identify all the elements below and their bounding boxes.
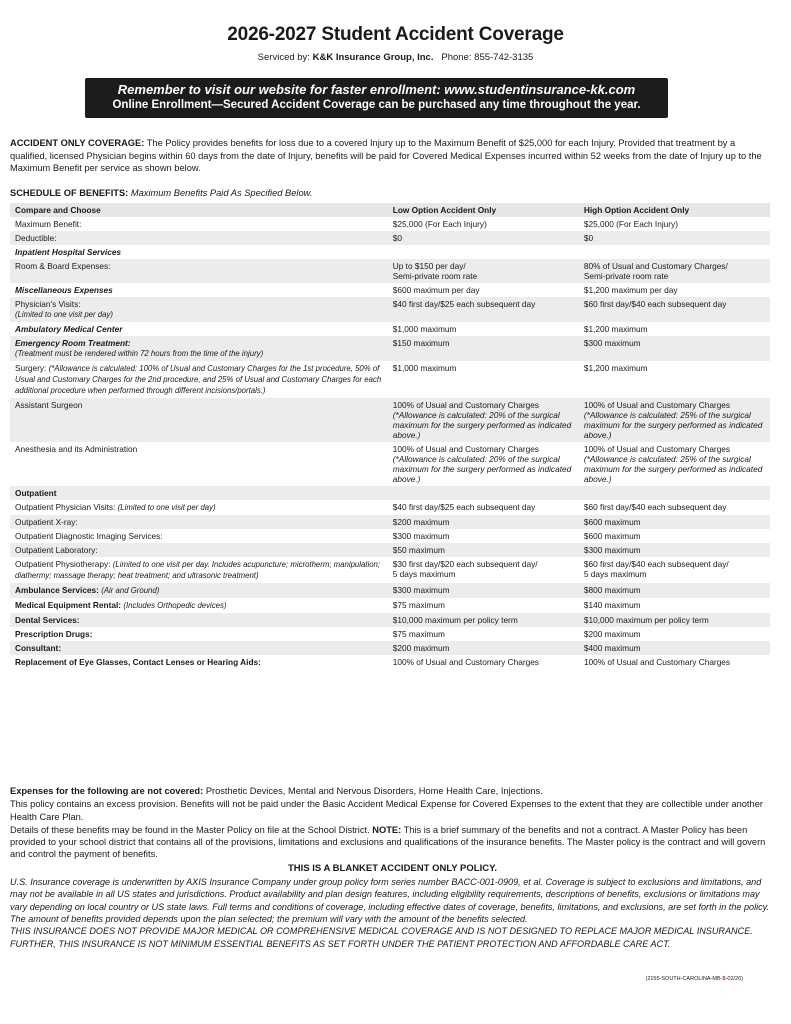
- high-option-cell: [579, 655, 770, 669]
- low-option-value: $200 maximum: [392, 643, 450, 653]
- low-option-value: $0: [392, 233, 402, 243]
- table-row: [10, 259, 770, 283]
- high-option-note: (*Allowance is calculated: 25% of the surgical maximum for the surgery performed as indicated above.): [583, 454, 763, 484]
- benefit-label: Outpatient: [15, 488, 57, 498]
- benefit-cell: [10, 259, 388, 283]
- benefit-note: (*Allowance is calculated: 100% of Usual and Customary Charges for the 1st procedure, 50% of Usual and Customary Charges for the 2nd procedure, and 25% of Usual and Customary Charges for each additional procedure when performed through different incisions/portals.): [15, 364, 382, 395]
- master-policy-text-a: Details of these benefits may be found in the Master Policy on file at the School District.: [10, 824, 370, 835]
- high-option-cell: [579, 398, 770, 442]
- benefit-label: Outpatient Physiotherapy:: [15, 559, 111, 569]
- low-option-cell: [388, 217, 579, 231]
- high-option-value: $600 maximum: [583, 531, 641, 541]
- high-option-value: 100% of Usual and Customary Charges: [583, 444, 731, 454]
- phone-number: Phone: 855-742-3135: [441, 52, 534, 63]
- low-option-value: 100% of Usual and Customary Charges: [392, 400, 539, 410]
- high-option-cell: [579, 557, 770, 583]
- low-option-value: Up to $150 per day/ Semi-private room rate: [392, 261, 478, 281]
- schedule-label: SCHEDULE OF BENEFITS:: [10, 188, 129, 198]
- benefit-cell: [10, 361, 388, 398]
- not-covered-text: Prosthetic Devices, Mental and Nervous Disorders, Home Health Care, Injections.: [205, 786, 543, 796]
- low-option-cell: [388, 529, 579, 543]
- benefit-label: Emergency Room Treatment:: [15, 338, 131, 348]
- high-option-cell: [579, 515, 770, 529]
- benefit-cell: [10, 245, 388, 259]
- high-option-value: 100% of Usual and Customary Charges: [583, 400, 731, 410]
- benefit-amount-disclaimer: The amount of benefits provided depends upon the plan selected; the premium will vary with the amount of the benefits selected.: [10, 913, 528, 924]
- benefit-cell: [10, 515, 388, 529]
- high-option-cell: [579, 641, 770, 655]
- coverage-intro-text: The Policy provides benefits for loss due to a covered Injury up to the Maximum Benefit of $25,000 for each Injury. Provided that treatment by a qualified, licensed Physician begins within 60 days from the date of Injury, benefits will be paid for Covered Medical Expenses incurred within 52 weeks from the date of Injury up to the Maximum Benefit per service as shown below.: [10, 138, 762, 173]
- coverage-intro-label: ACCIDENT ONLY COVERAGE:: [10, 138, 145, 148]
- benefits-table-body: [10, 203, 770, 669]
- low-option-cell: [388, 486, 579, 500]
- high-option-value: $1,200 maximum: [583, 324, 648, 334]
- table-row: [10, 283, 770, 297]
- benefit-cell: [10, 297, 388, 322]
- column-header-high-option: High Option Accident Only: [579, 203, 770, 217]
- low-option-cell: [388, 613, 579, 627]
- form-code-prefix: (2155-SOUTH-CAROLINA-MB-: [645, 976, 723, 982]
- high-option-cell: [579, 336, 770, 361]
- not-covered-paragraph: [10, 785, 775, 797]
- serviced-by-prefix: Serviced by:: [257, 52, 310, 63]
- benefit-label: Dental Services:: [15, 615, 80, 625]
- benefit-cell: [10, 231, 388, 245]
- low-option-cell: [388, 297, 579, 322]
- benefit-label: Outpatient X-ray:: [15, 517, 78, 527]
- high-option-value: $140 maximum: [583, 600, 641, 610]
- high-option-value: $1,200 maximum per day: [583, 285, 678, 295]
- table-row: [10, 361, 770, 398]
- benefit-cell: [10, 500, 388, 515]
- table-row: [10, 500, 770, 515]
- low-option-cell: [388, 398, 579, 442]
- high-option-cell: [579, 442, 770, 486]
- benefit-label: Deductible:: [15, 233, 57, 243]
- benefit-cell: [10, 627, 388, 641]
- not-covered-label: Expenses for the following are not covered:: [10, 786, 204, 796]
- high-option-cell: [579, 231, 770, 245]
- table-row: [10, 598, 770, 613]
- high-option-value: 80% of Usual and Customary Charges/ Semi-private room rate: [583, 261, 728, 281]
- benefit-label: Surgery:: [15, 363, 47, 373]
- benefit-label: Ambulance Services:: [15, 585, 99, 595]
- serviced-by-line: [0, 52, 791, 63]
- benefit-cell: [10, 283, 388, 297]
- benefit-label: Ambulatory Medical Center: [15, 324, 123, 334]
- high-option-value: $400 maximum: [583, 643, 641, 653]
- low-option-value: $50 maximum: [392, 545, 445, 555]
- low-option-cell: [388, 361, 579, 398]
- benefit-cell: [10, 486, 388, 500]
- low-option-value: $150 maximum: [392, 338, 450, 348]
- low-option-cell: [388, 655, 579, 669]
- high-option-cell: [579, 283, 770, 297]
- high-option-cell: [579, 627, 770, 641]
- table-row: [10, 245, 770, 259]
- table-row: [10, 529, 770, 543]
- benefit-cell: [10, 217, 388, 231]
- benefit-label: Inpatient Hospital Services: [15, 247, 122, 257]
- benefit-note: (Includes Orthopedic devices): [123, 601, 227, 610]
- low-option-note: (*Allowance is calculated: 20% of the surgical maximum for the surgery performed as indicated above.): [392, 410, 572, 440]
- high-option-cell: [579, 500, 770, 515]
- high-option-value: $1,200 maximum: [583, 363, 648, 373]
- benefit-note: (Limited to one visit per day): [117, 503, 216, 512]
- high-option-value: $200 maximum: [583, 629, 641, 639]
- low-option-cell: [388, 500, 579, 515]
- high-option-value: $0: [583, 233, 594, 243]
- excess-provision-paragraph: This policy contains an excess provision. Benefits will not be paid under the Basic Accident Medical Expense for Covered Expenses to the extent that they are collectible under another Health Care Plan.: [10, 799, 763, 822]
- low-option-value: $40 first day/$25 each subsequent day: [392, 299, 536, 309]
- form-code-suffix: -02/26): [725, 976, 743, 982]
- benefit-cell: [10, 583, 388, 598]
- table-row: [10, 336, 770, 361]
- table-row: [10, 486, 770, 500]
- table-row: [10, 655, 770, 669]
- insurer-name: K&K Insurance Group, Inc.: [312, 52, 434, 63]
- low-option-cell: [388, 259, 579, 283]
- benefit-label: Miscellaneous Expenses: [15, 285, 113, 295]
- high-option-cell: [579, 361, 770, 398]
- benefit-cell: [10, 336, 388, 361]
- low-option-cell: [388, 442, 579, 486]
- page-number-mark: 5: [722, 976, 726, 982]
- low-option-value: $200 maximum: [392, 517, 450, 527]
- low-option-note: (*Allowance is calculated: 20% of the surgical maximum for the surgery performed as indicated above.): [392, 454, 572, 484]
- coverage-intro: [10, 137, 770, 175]
- high-option-value: $25,000 (For Each Injury): [583, 219, 678, 229]
- low-option-cell: [388, 583, 579, 598]
- benefit-note: (Air and Ground): [101, 586, 160, 595]
- benefit-cell: [10, 613, 388, 627]
- low-option-cell: [388, 245, 579, 259]
- low-option-value: $1,000 maximum: [392, 324, 457, 334]
- schedule-heading: [10, 188, 312, 198]
- low-option-cell: [388, 543, 579, 557]
- high-option-value: $300 maximum: [583, 338, 641, 348]
- benefit-cell: [10, 641, 388, 655]
- low-option-cell: [388, 283, 579, 297]
- blanket-policy-heading: THIS IS A BLANKET ACCIDENT ONLY POLICY.: [287, 862, 498, 874]
- benefit-label: Maximum Benefit:: [15, 219, 82, 229]
- page-title: 2026-2027 Student Accident Coverage: [227, 24, 564, 45]
- benefit-note: (Limited to one visit per day. Includes acupuncture; microtherm; manipulation; diathermy; massage therapy; heat treatment; and ultrasonic treatment): [15, 560, 381, 580]
- high-option-cell: [579, 583, 770, 598]
- schedule-text: Maximum Benefits Paid As Specified Below.: [130, 188, 313, 198]
- high-option-cell: [579, 297, 770, 322]
- benefit-cell: [10, 543, 388, 557]
- high-option-cell: [579, 259, 770, 283]
- table-row: [10, 641, 770, 655]
- high-option-cell: [579, 543, 770, 557]
- table-row: [10, 543, 770, 557]
- low-option-value: $10,000 maximum per policy term: [392, 615, 518, 625]
- table-header-row: [10, 203, 770, 217]
- high-option-cell: [579, 486, 770, 500]
- low-option-cell: [388, 598, 579, 613]
- enrollment-banner: [85, 78, 668, 118]
- high-option-value: $10,000 maximum per policy term: [583, 615, 709, 625]
- high-option-value: $600 maximum: [583, 517, 641, 527]
- high-option-cell: [579, 598, 770, 613]
- benefit-cell: [10, 557, 388, 583]
- high-option-value: $60 first day/$40 each subsequent day: [583, 502, 727, 512]
- benefit-label: Room & Board Expenses:: [15, 261, 111, 271]
- low-option-cell: [388, 557, 579, 583]
- table-row: [10, 297, 770, 322]
- low-option-value: $40 first day/$25 each subsequent day: [392, 502, 536, 512]
- high-option-cell: [579, 245, 770, 259]
- benefit-label: Medical Equipment Rental:: [15, 600, 122, 610]
- table-row: [10, 322, 770, 336]
- note-label: NOTE:: [372, 824, 402, 835]
- low-option-cell: [388, 641, 579, 655]
- form-code-footer: [645, 976, 743, 982]
- high-option-cell: [579, 613, 770, 627]
- high-option-value: $300 maximum: [583, 545, 641, 555]
- table-row: [10, 583, 770, 598]
- low-option-value: $75 maximum: [392, 629, 445, 639]
- table-row: [10, 217, 770, 231]
- low-option-cell: [388, 231, 579, 245]
- table-row: [10, 515, 770, 529]
- table-row: [10, 613, 770, 627]
- high-option-cell: [579, 529, 770, 543]
- benefit-note: (Limited to one visit per day): [15, 310, 113, 319]
- master-policy-text-b: This is a brief summary of the benefits and not a contract. A Master Policy has been provided to your school district that contains all of the provisions, limitations and exclusions and qualifications of the insurance benefits. The Master policy is the contract and will govern and control the payment of benefits.: [10, 824, 766, 860]
- low-option-value: $25,000 (For Each Injury): [392, 219, 487, 229]
- low-option-value: 100% of Usual and Customary Charges: [392, 657, 539, 667]
- benefit-note: (Treatment must be rendered within 72 hours from the time of the injury): [15, 349, 264, 358]
- high-option-cell: [579, 217, 770, 231]
- benefit-label: Consultant:: [15, 643, 62, 653]
- low-option-value: $1,000 maximum: [392, 363, 457, 373]
- table-row: [10, 557, 770, 583]
- benefit-cell: [10, 398, 388, 442]
- benefit-cell: [10, 442, 388, 486]
- exclusions-section: [10, 785, 775, 950]
- table-row: [10, 442, 770, 486]
- benefit-cell: [10, 529, 388, 543]
- column-header-compare: Compare and Choose: [10, 203, 388, 217]
- benefit-cell: [10, 598, 388, 613]
- table-row: [10, 398, 770, 442]
- low-option-value: $300 maximum: [392, 585, 450, 595]
- benefit-label: Physician's Visits:: [15, 299, 81, 309]
- high-option-value: $800 maximum: [583, 585, 641, 595]
- banner-website-line: Remember to visit our website for faster enrollment: www.studentinsurance-kk.com: [117, 82, 636, 97]
- high-option-value: 100% of Usual and Customary Charges: [583, 657, 731, 667]
- benefit-label: Replacement of Eye Glasses, Contact Lenses or Hearing Aids:: [15, 657, 261, 667]
- low-option-cell: [388, 515, 579, 529]
- benefit-label: Assistant Surgeon: [15, 400, 83, 410]
- low-option-value: $75 maximum: [392, 600, 445, 610]
- high-option-cell: [579, 322, 770, 336]
- low-option-cell: [388, 322, 579, 336]
- high-option-value: $60 first day/$40 each subsequent day: [583, 299, 727, 309]
- low-option-value: 100% of Usual and Customary Charges: [392, 444, 539, 454]
- benefit-label: Prescription Drugs:: [15, 629, 93, 639]
- benefit-label: Outpatient Physician Visits:: [15, 502, 116, 512]
- benefit-cell: [10, 655, 388, 669]
- low-option-cell: [388, 336, 579, 361]
- benefit-label: Anesthesia and its Administration: [15, 444, 138, 454]
- benefit-label: Outpatient Diagnostic Imaging Services:: [15, 531, 163, 541]
- underwriter-disclaimer: U.S. Insurance coverage is underwritten by AXIS Insurance Company under group policy form series number BACC-001-0909, et al. Coverage is subject to exclusions and limitations, and may not be available in all US states and jurisdictions. Product availability and plan design features, including eligibility requirements, descriptions of benefits, exclusions or limitations may vary depending on local country or US state laws. Full terms and conditions of coverage, including effective dates of coverage, benefits, limitations, and exclusions, are set forth in the policy.: [10, 877, 770, 912]
- banner-enrollment-line: Online Enrollment—Secured Accident Coverage can be purchased any time throughout the year.: [112, 99, 641, 111]
- aca-disclaimer: FURTHER, THIS INSURANCE IS NOT MINIMUM ESSENTIAL BENEFITS AS SET FORTH UNDER THE PATIENT PROTECTION AND AFFORDABLE CARE ACT.: [10, 938, 671, 949]
- major-medical-disclaimer: THIS INSURANCE DOES NOT PROVIDE MAJOR MEDICAL OR COMPREHENSIVE MEDICAL COVERAGE AND IS NOT DESIGNED TO REPLACE MAJOR MEDICAL INSURANCE.: [10, 926, 753, 937]
- benefit-label: Outpatient Laboratory:: [15, 545, 98, 555]
- table-row: [10, 231, 770, 245]
- benefit-cell: [10, 322, 388, 336]
- table-row: [10, 627, 770, 641]
- benefits-table: [10, 203, 770, 669]
- column-header-low-option: Low Option Accident Only: [388, 203, 579, 217]
- high-option-note: (*Allowance is calculated: 25% of the surgical maximum for the surgery performed as indicated above.): [583, 410, 763, 440]
- low-option-cell: [388, 627, 579, 641]
- low-option-value: $600 maximum per day: [392, 285, 480, 295]
- high-option-value: $60 first day/$40 each subsequent day/ 5 days maximum: [583, 559, 729, 579]
- master-policy-paragraph: [10, 824, 775, 861]
- low-option-value: $30 first day/$20 each subsequent day/ 5 days maximum: [392, 559, 538, 579]
- low-option-value: $300 maximum: [392, 531, 450, 541]
